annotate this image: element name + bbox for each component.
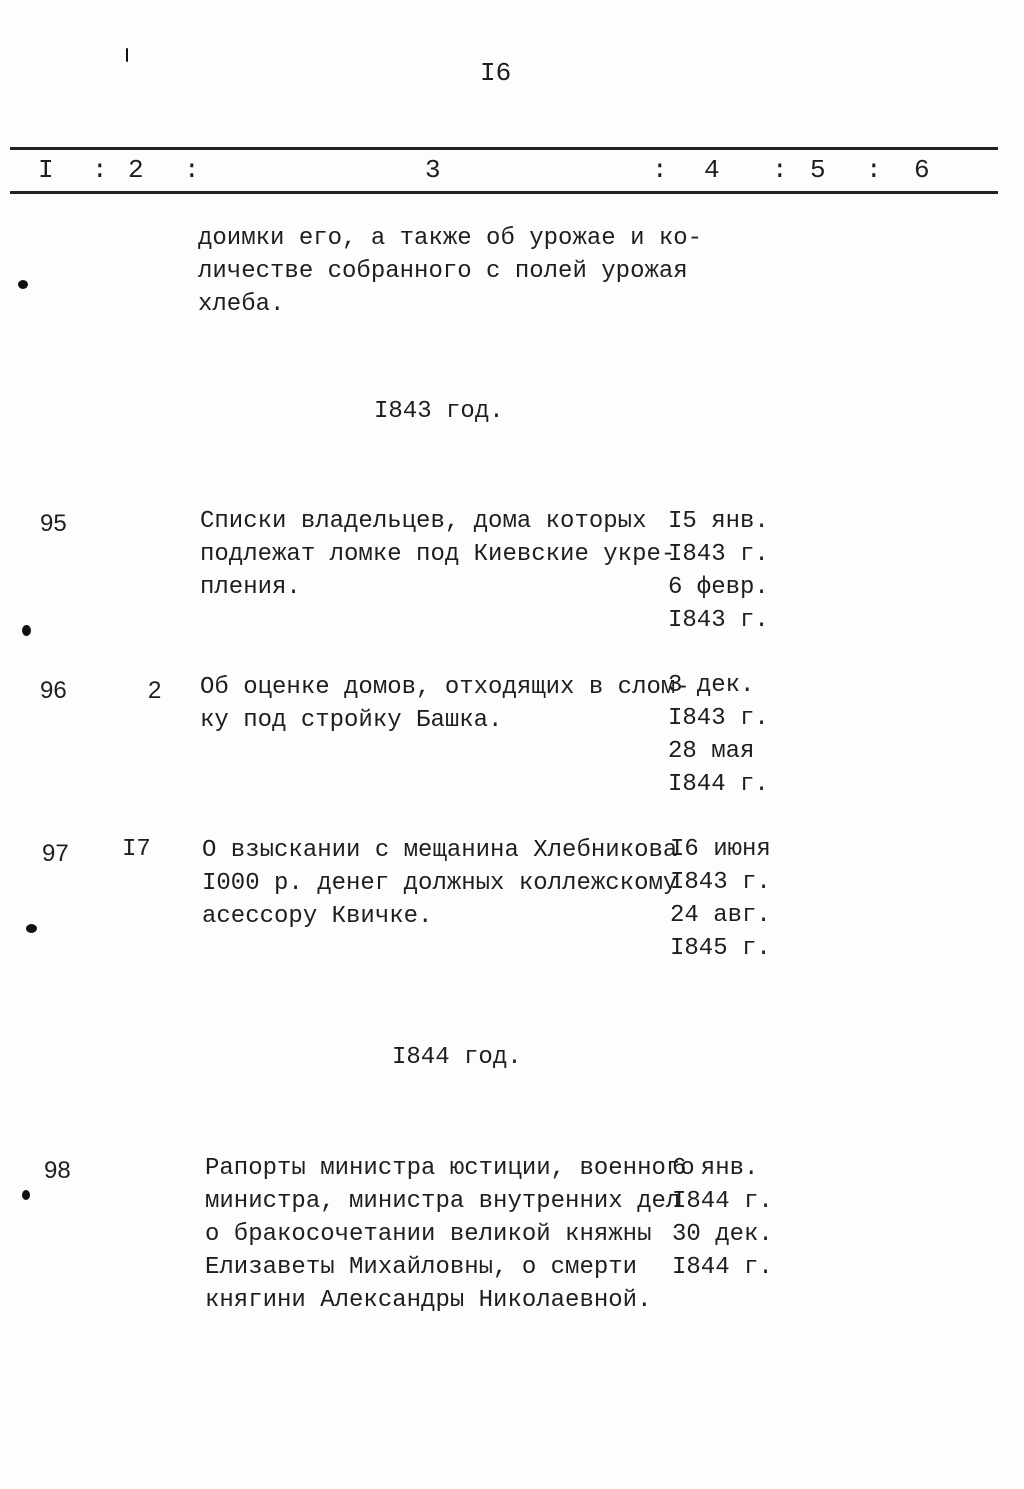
date-line: 30 дек.	[672, 1221, 773, 1248]
ink-mark	[126, 48, 128, 62]
header-sep: :	[652, 155, 668, 185]
header-col-4: 4	[704, 155, 720, 185]
date-line: 3 дек.	[668, 672, 755, 699]
continuation-line: личестве собранного с полей урожая	[198, 258, 688, 285]
date-line: I843 г.	[668, 607, 769, 634]
entry-description	[200, 671, 690, 737]
date-line: I843 г.	[670, 869, 771, 896]
entry-dates	[672, 1152, 773, 1284]
entry-number: 97	[42, 840, 69, 867]
description-line: ку под стройку Башка.	[200, 707, 503, 734]
continuation-line: хлеба.	[198, 291, 285, 318]
date-line: 24 авг.	[670, 902, 771, 929]
year-heading-1844: I844 год.	[392, 1044, 522, 1071]
description-line: Елизаветы Михайловны, о смерти	[205, 1254, 638, 1281]
page-number: I6	[480, 58, 512, 88]
continuation-text	[198, 222, 702, 321]
header-col-2: 2	[128, 155, 144, 185]
date-line: I843 г.	[668, 541, 769, 568]
date-line: I5 янв.	[668, 508, 769, 535]
header-col-3: 3	[425, 155, 441, 185]
description-line: княгини Александры Николаевной.	[205, 1287, 652, 1314]
description-line: о бракосочетании великой княжны	[205, 1221, 652, 1248]
description-line: Рапорты министра юстиции, военного	[205, 1155, 695, 1182]
ink-mark	[22, 625, 31, 636]
header-sep: :	[866, 155, 882, 185]
description-line: пления.	[200, 574, 301, 601]
entry-description	[205, 1152, 695, 1317]
entry-description	[200, 505, 675, 604]
date-line: I844 г.	[672, 1188, 773, 1215]
entry-dates	[668, 505, 769, 637]
ink-mark	[22, 1190, 30, 1200]
header-sep: :	[772, 155, 788, 185]
description-line: I000 р. денег должных коллежскому	[202, 870, 678, 897]
date-line: I843 г.	[668, 705, 769, 732]
description-line: Списки владельцев, дома которых	[200, 508, 647, 535]
entry-number: 95	[40, 510, 67, 537]
description-line: подлежат ломке под Киевские укре-	[200, 541, 676, 568]
header-col-6: 6	[914, 155, 930, 185]
date-line: 6 янв.	[672, 1155, 759, 1182]
entry-unit: I7	[122, 836, 151, 863]
date-line: 28 мая	[668, 738, 755, 765]
header-col-1: I	[38, 155, 54, 185]
continuation-line: доимки его, а также об урожае и ко-	[198, 225, 703, 252]
date-line: I845 г.	[670, 935, 771, 962]
header-sep: :	[92, 155, 108, 185]
date-line: 6 февр.	[668, 574, 769, 601]
header-col-5: 5	[810, 155, 826, 185]
entry-number: 96	[40, 677, 67, 704]
description-line: министра, министра внутренних дел	[205, 1188, 681, 1215]
entry-dates	[670, 833, 771, 965]
header-sep: :	[184, 155, 200, 185]
date-line: I844 г.	[668, 771, 769, 798]
entry-number: 98	[44, 1157, 71, 1184]
year-heading-1843: I843 год.	[374, 398, 504, 425]
entry-description	[202, 834, 677, 933]
description-line: О взыскании с мещанина Хлебникова	[202, 837, 678, 864]
table-header-bottom-rule	[10, 191, 998, 194]
description-line: Об оценке домов, отходящих в слом-	[200, 674, 690, 701]
entry-unit: 2	[148, 677, 162, 704]
table-header-top-rule	[10, 147, 998, 150]
entry-dates	[668, 669, 769, 801]
date-line: I844 г.	[672, 1254, 773, 1281]
description-line: асессору Квичке.	[202, 903, 433, 930]
date-line: I6 июня	[670, 836, 771, 863]
ink-mark	[18, 280, 28, 289]
ink-mark	[26, 924, 37, 933]
